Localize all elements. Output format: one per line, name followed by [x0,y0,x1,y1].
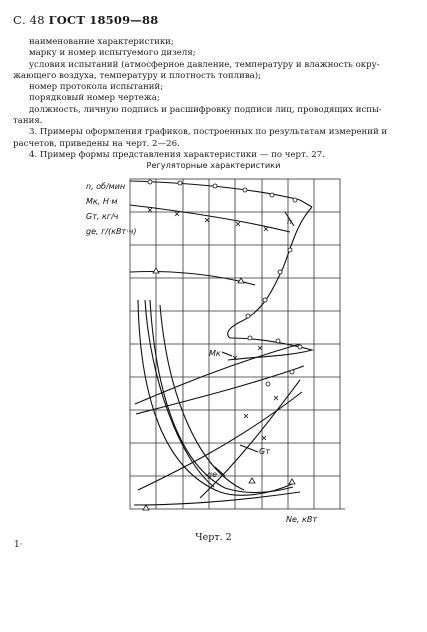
text-line: тания. [13,116,43,127]
chart-grid [130,179,340,509]
text-line: 4. Пример формы представления характеристики — по черт. 27. [29,149,325,160]
data-point [270,193,274,197]
text-line: 3. Примеры оформления графиков, построенных по результатам измерений и [29,127,388,138]
leader-mk [222,352,232,356]
text-line: должность, личную подпись и расшифровку подписи лиц, проводящих испы- [29,104,382,115]
specific-fuel-axis-label: ge, г/(кВт·ч) [86,227,137,236]
specific-fuel-curve-a [138,300,292,495]
cross-marker [175,212,179,216]
cross-marker [258,346,262,350]
data-point [288,248,292,252]
text-line: условия испытаний (атмосферное давление, температуру и влажность окру- [29,59,380,70]
text-line: номер протокола испытаний; [29,82,164,93]
text-line: марку и номер испытуемого дизеля; [29,48,196,59]
data-point [289,479,295,484]
cross-marker [148,208,152,212]
data-point [266,382,270,386]
power-axis-label: Ne, кВт [286,515,317,524]
fuel-curve-b [200,380,300,498]
text-line: расчетов, приведены на черт. 2—26. [13,138,180,149]
speed-boundary-curve [228,207,312,338]
cross-marker [262,436,266,440]
speed-curve-lower [130,205,293,232]
specific-fuel-curve-c [160,305,244,490]
data-point [143,505,149,510]
low-range-curve [134,492,300,505]
data-point [276,339,280,343]
cross-marker [244,414,248,418]
specific-fuel-curve-label: ge [207,470,217,479]
margin-mark: 1· [14,540,23,550]
data-point [243,188,247,192]
data-point [148,180,152,184]
cross-marker [274,396,278,400]
figure-caption: Черт. 2 [195,532,232,543]
data-point [213,184,217,188]
fuel-curve-c [145,300,214,487]
fuel-consumption-axis-label: Gт, кг/ч [86,212,119,221]
standard-number: ГОСТ 18509—88 [48,13,159,27]
figure-title: Регуляторные характеристики [146,160,281,170]
torque-axis-label: Мк, Н·м [86,197,118,206]
text-line: порядковый номер чертежа; [29,93,160,104]
cross-marker [236,222,240,226]
data-point [153,268,159,273]
specific-fuel-curve-b [150,300,293,493]
data-point [263,298,267,302]
cross-marker [205,218,209,222]
cross-marker [264,227,268,231]
speed-curve-upper [130,181,312,207]
data-point [298,345,302,349]
page-number: С. 48 [13,13,45,27]
fuel-curve-label: Gт [259,447,270,456]
data-point [178,181,182,185]
speed-curve-label: n [287,217,293,226]
torque-curve-label: Мк [209,349,221,358]
data-point [249,478,255,483]
data-point [246,314,250,318]
text-line: наименование характеристики; [29,37,174,47]
text-line: жающего воздуха, температуру и плотность топлива); [13,70,262,81]
data-point [293,198,297,202]
data-point [290,370,294,374]
data-point [278,270,282,274]
speed-axis-label: n, об/мин [86,182,126,191]
data-point [248,336,252,340]
